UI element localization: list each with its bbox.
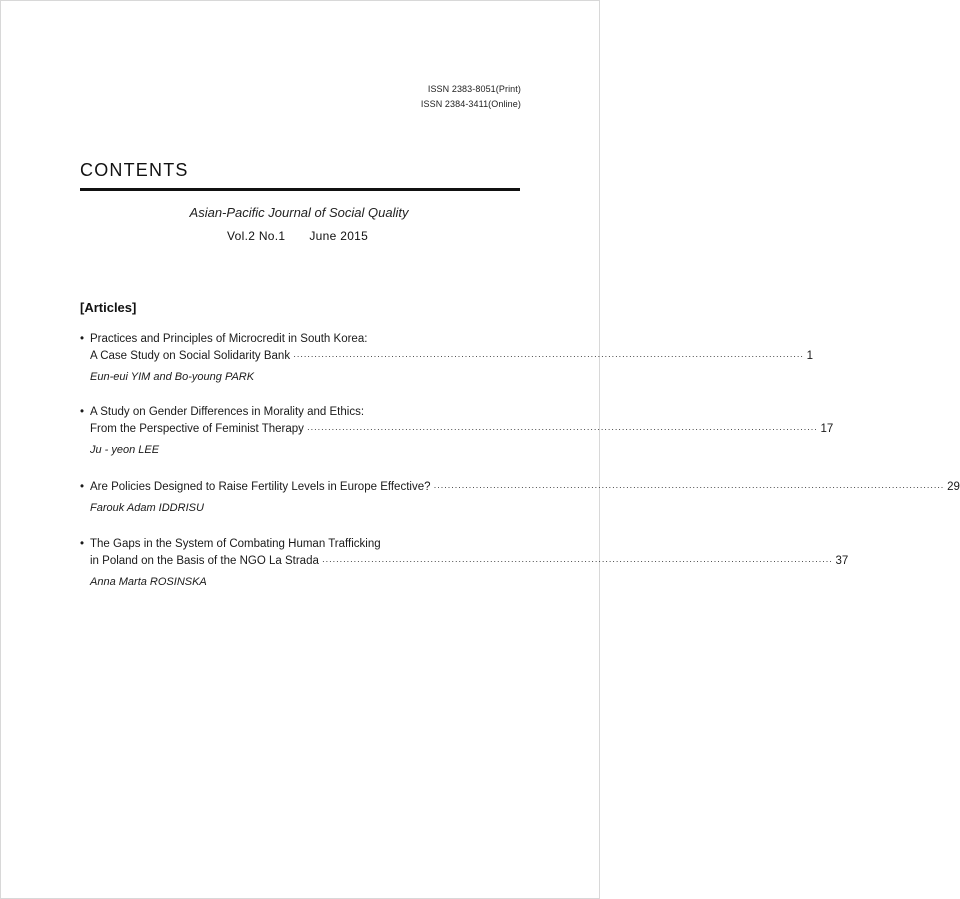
- toc-leader-line: [90, 350, 814, 362]
- issn-print: ISSN 2383-8051(Print): [427, 84, 521, 94]
- toc-page-number[interactable]: 37: [835, 555, 849, 567]
- toc-entry-title: Practices and Principles of Microcredit in South Korea:: [90, 333, 368, 345]
- bullet-icon: •: [80, 406, 85, 418]
- volume-number: Vol.2 No.1: [227, 229, 286, 243]
- toc-page-number[interactable]: 1: [806, 350, 814, 362]
- page-title: CONTENTS: [80, 160, 189, 180]
- volume-info: [227, 229, 368, 243]
- toc-entry-title-line: [80, 406, 520, 423]
- bullet-icon: •: [80, 333, 85, 345]
- leader-dots: ··················································································································································: [293, 351, 804, 361]
- toc-leader-line: [90, 481, 960, 493]
- toc-entry-title: A Study on Gender Differences in Morality and Ethics:: [90, 406, 365, 418]
- toc-entry-3[interactable]: [80, 481, 960, 514]
- toc-entry-authors: Ju - yeon LEE: [90, 444, 160, 456]
- toc-page-number[interactable]: 17: [820, 423, 834, 435]
- leader-dots: ··················································································································································: [306, 424, 818, 434]
- toc-entry-subtitle: in Poland on the Basis of the NGO La Strada: [90, 555, 319, 567]
- toc-entry-2[interactable]: [80, 406, 834, 456]
- toc-entry-authors: Eun-eui YIM and Bo-young PARK: [90, 371, 255, 383]
- title-rule: [80, 188, 520, 191]
- toc-leader-line: [90, 555, 849, 567]
- toc-entry-title-line: [80, 423, 834, 440]
- toc-entry-authors: Anna Marta ROSINSKA: [90, 576, 207, 588]
- toc-entry-subtitle: A Case Study on Social Solidarity Bank: [90, 350, 291, 362]
- issn-online: ISSN 2384-3411(Online): [420, 99, 521, 109]
- toc-entry-title-line: [80, 333, 520, 350]
- toc-entry-title-line: [80, 350, 814, 367]
- toc-entry-authors: Farouk Adam IDDRISU: [90, 502, 204, 514]
- issue-date: June 2015: [309, 229, 369, 243]
- toc-entry-4[interactable]: [80, 538, 849, 588]
- toc-entry-title: Are Policies Designed to Raise Fertility Levels in Europe Effective?: [90, 481, 431, 493]
- bullet-icon: •: [80, 538, 85, 550]
- toc-leader-line: [90, 423, 834, 435]
- toc-entry-title-line: [80, 555, 849, 572]
- leader-dots: ··················································································································································: [321, 556, 833, 566]
- toc-entry-title-line: [80, 538, 520, 555]
- bullet-icon: •: [80, 481, 85, 493]
- toc-page-number[interactable]: 29: [947, 481, 960, 493]
- journal-name-text: Asian-Pacific Journal of Social Quality: [189, 205, 409, 220]
- toc-entry-1[interactable]: [80, 333, 814, 383]
- toc-entry-title-line: [80, 481, 960, 498]
- section-heading-articles: [Articles]: [80, 300, 137, 315]
- toc-entry-subtitle: From the Perspective of Feminist Therapy: [90, 423, 304, 435]
- journal-name: [0, 205, 600, 220]
- toc-entry-title: The Gaps in the System of Combating Human Trafficking: [90, 538, 381, 550]
- leader-dots: ··················································································································································: [433, 482, 945, 492]
